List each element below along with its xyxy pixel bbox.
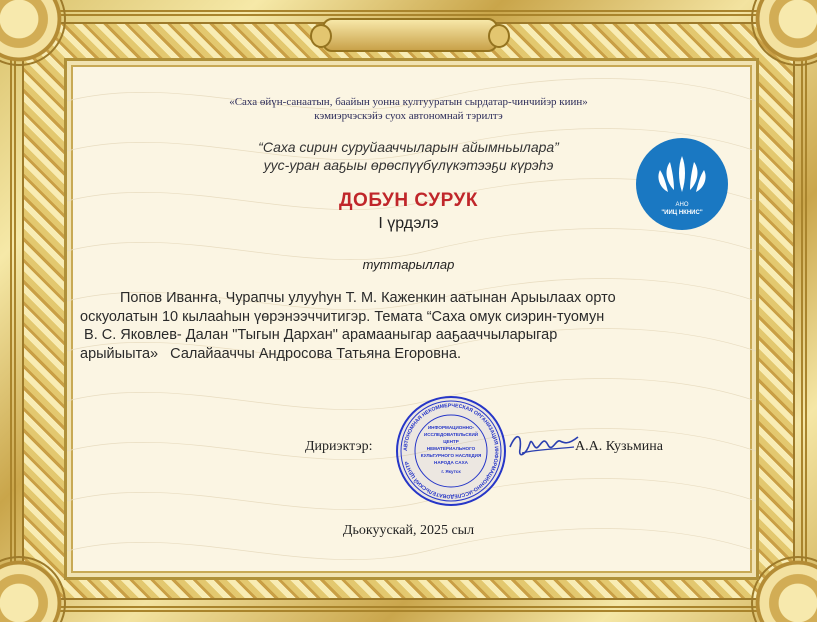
body-line-4: арыйыыта» Салайааччы Андросова Татьяна Егоровна. bbox=[80, 345, 461, 362]
certificate-degree: I үрдэлэ bbox=[378, 215, 439, 232]
stamp-line-6: НАРОДА САХА bbox=[434, 460, 468, 465]
city-year: Дьокуускай, 2025 сыл bbox=[342, 523, 475, 538]
competition-subtitle: уус-уран ааҕыы өрөспүүбүлүкэтээҕи күрэһэ bbox=[263, 157, 554, 173]
awarded-text: туттарыллар bbox=[362, 257, 455, 272]
director-label: Дириэктэр: bbox=[305, 439, 373, 454]
certificate-title: ДОБУН СУРУК bbox=[339, 190, 478, 211]
logo-text-1: АНО bbox=[675, 202, 689, 208]
body-line-1: Попов Иванҥа, Чурапчы улууһун Т. М. Каженкин аатынан Арыылаах орто bbox=[120, 290, 616, 306]
stamp-seal-icon bbox=[395, 395, 507, 507]
stamp-line-3: ЦЕНТР bbox=[443, 439, 459, 444]
organization-line-1: «Саха өйүн-санаатын, баайын уонна култууратын сырдатар-чинчийэр киин» bbox=[229, 96, 588, 108]
stamp-line-1: ИНФОРМАЦИОННО- bbox=[427, 425, 475, 430]
stamp-line-7: г. Якутск bbox=[441, 469, 461, 474]
director-name: А.А. Кузьмина bbox=[575, 439, 663, 454]
logo-emblem-icon bbox=[634, 136, 730, 232]
competition-name: “Саха сирин суруйааччыларын айымньылара” bbox=[258, 139, 559, 155]
stamp-line-2: ИССЛЕДОВАТЕЛЬСКИЙ bbox=[423, 432, 479, 437]
body-line-2: оскуолатын 10 кылааһын үөрэнээччитигэр. Темата “Саха омук сиэрин-туомун bbox=[80, 308, 605, 325]
certificate-body bbox=[80, 289, 720, 363]
stamp-line-5: КУЛЬТУРНОГО НАСЛЕДИЯ bbox=[420, 453, 482, 458]
logo-text-2: "ИИЦ НКНИС" bbox=[661, 210, 703, 216]
organization-line-2: кэмиэрчэскэйэ суох автономнай тэрилтэ bbox=[314, 110, 503, 122]
stamp-ring-text: АВТОНОМНАЯ НЕКОММЕРЧЕСКАЯ ОРГАНИЗАЦИЯ ИНФОРМАЦИОННО-ИССЛЕДОВАТЕЛЬСКИЙ ЦЕНТР bbox=[402, 402, 500, 500]
top-scroll-ornament bbox=[322, 18, 498, 52]
signature-icon bbox=[508, 425, 580, 465]
stamp-line-4: НЕМАТЕРИАЛЬНОГО bbox=[426, 446, 476, 451]
body-line-3: В. С. Яковлев- Далан "Тыгын Дархан" арамааныгар ааҕааччыларыгар bbox=[80, 327, 558, 343]
